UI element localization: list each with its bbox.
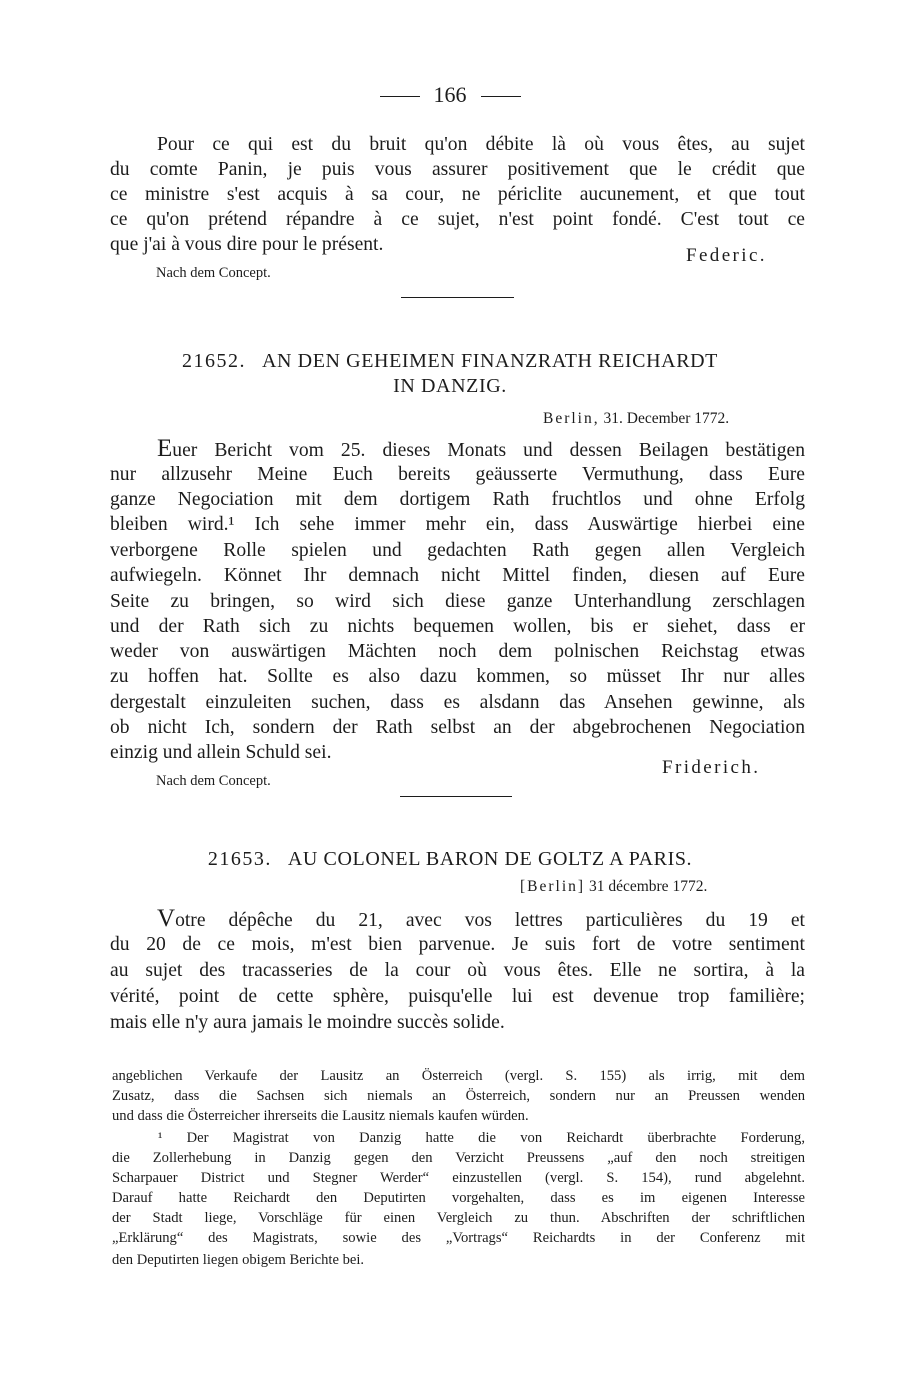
dateline-place: [Berlin]	[520, 878, 586, 895]
header-rule-left	[380, 96, 420, 97]
page-number: 166	[433, 82, 467, 107]
footnote-line: Scharpauer District und Stegner Werder“ einzustellen (vergl. S. 154), rund abgelehnt.	[112, 1170, 805, 1186]
text-line-first	[157, 436, 805, 463]
dateline	[520, 878, 707, 896]
source-note: Nach dem Concept.	[156, 773, 271, 789]
letter-heading	[0, 350, 900, 373]
dateline-place: Berlin,	[543, 410, 600, 427]
source-note: Nach dem Concept.	[156, 265, 271, 281]
letter-heading	[0, 848, 900, 871]
text-line: Pour ce qui est du bruit qu'on débite là où vous êtes, au sujet	[157, 134, 805, 155]
text-line: nur allzusehr Meine Euch bereits geäusserte Vermuthung, dass Eure	[110, 464, 805, 485]
section-divider	[400, 796, 512, 797]
dateline-date: 31. December 1772.	[603, 410, 730, 427]
page-header	[0, 82, 900, 108]
text-line: ce qu'on prétend répandre à ce sujet, n'est point fondé. C'est tout ce	[110, 209, 805, 230]
letter-number: 21653.	[207, 848, 272, 870]
text-line: ce ministre s'est acquis à sa cour, ne périclite aucunement, et que tout	[110, 184, 805, 205]
text-line: dergestalt einzuleiten suchen, dass es alsdann das Ansehen gewinne, als	[110, 692, 805, 713]
footnote-line: die Zollerhebung in Danzig gegen den Verzicht Preussens „auf den noch streitigen	[112, 1150, 805, 1166]
letter-addressee: AU COLONEL BARON DE GOLTZ A PARIS.	[287, 848, 693, 870]
dateline-date: 31 décembre 1772.	[588, 878, 708, 895]
text-line-rest: otre dépêche du 21, avec vos lettres particulières du 19 et	[175, 910, 805, 931]
text-line: vérité, point de cette sphère, puisqu'elle lui est devenue trop familière;	[110, 986, 805, 1007]
text-line: einzig und allein Schuld sei.	[110, 742, 332, 763]
text-line: bleiben wird.¹ Ich sehe immer mehr ein, dass Auswärtige hierbei eine	[110, 514, 805, 535]
footnote-line: und dass die Österreicher ihrerseits die Lausitz niemals kaufen würden.	[112, 1108, 529, 1124]
letter-heading-cont: IN DANZIG.	[393, 375, 507, 397]
text-line: que j'ai à vous dire pour le présent.	[110, 234, 384, 255]
text-line: Seite zu bringen, so wird sich diese ganze Unterhandlung zerschlagen	[110, 591, 805, 612]
text-line: mais elle n'y aura jamais le moindre succès solide.	[110, 1012, 505, 1033]
section-divider	[401, 297, 514, 298]
text-line-first	[157, 906, 805, 933]
text-line: und der Rath sich zu nichts bequemen wollen, bis er siehet, dass er	[110, 616, 805, 637]
text-line: du comte Panin, je puis vous assurer positivement que le crédit que	[110, 159, 805, 180]
footnote-line: Zusatz, dass die Sachsen sich niemals an Österreich, sondern nur an Preussen wenden	[112, 1088, 805, 1104]
text-line: verborgene Rolle spielen und gedachten Rath gegen allen Vergleich	[110, 540, 805, 561]
text-line: aufwiegeln. Könnet Ihr demnach nicht Mittel finden, diesen auf Eure	[110, 565, 805, 586]
text-line: au sujet des tracasseries de la cour où vous êtes. Elle ne sortira, à la	[110, 960, 805, 981]
footnote-line: den Deputirten liegen obigem Berichte bei.	[112, 1252, 365, 1268]
signature: Friderich.	[662, 757, 761, 778]
text-line-rest: uer Bericht vom 25. dieses Monats und dessen Beilagen bestätigen	[172, 440, 805, 461]
text-line: du 20 de ce mois, m'est bien parvenue. Je suis fort de votre sentiment	[110, 934, 805, 955]
letter-number: 21652.	[181, 350, 246, 372]
footnote-line: der Stadt liege, Vorschläge für einen Vergleich zu thun. Abschriften der schriftlichen	[112, 1210, 805, 1226]
footnote-line: „Erklärung“ des Magistrats, sowie des „Vortrags“ Reichardts in der Conferenz mit	[112, 1230, 805, 1246]
initial-letter: E	[157, 435, 173, 462]
signature: Federic.	[686, 245, 767, 266]
header-rule-right	[481, 96, 521, 97]
text-line: ganze Negociation mit dem dortigem Rath fruchtlos und ohne Erfolg	[110, 489, 805, 510]
text-line: zu hoffen hat. Sollte es also dazu kommen, so müsset Ihr nur alles	[110, 666, 805, 687]
initial-letter: V	[157, 905, 176, 932]
letter-addressee: AN DEN GEHEIMEN FINANZRATH REICHARDT	[261, 350, 718, 372]
footnote-line: ¹ Der Magistrat von Danzig hatte die von Reichardt überbrachte Forderung,	[158, 1130, 805, 1146]
footnote-line: Darauf hatte Reichardt den Deputirten vorgehalten, dass es im eigenen Interesse	[112, 1190, 805, 1206]
text-line: ob nicht Ich, sondern der Rath selbst an der abgebrochenen Negociation	[110, 717, 805, 738]
dateline	[543, 410, 729, 428]
footnote-line: angeblichen Verkaufe der Lausitz an Österreich (vergl. S. 155) als irrig, mit dem	[112, 1068, 805, 1084]
text-line: weder von auswärtigen Mächten noch dem polnischen Reichstag etwas	[110, 641, 805, 662]
